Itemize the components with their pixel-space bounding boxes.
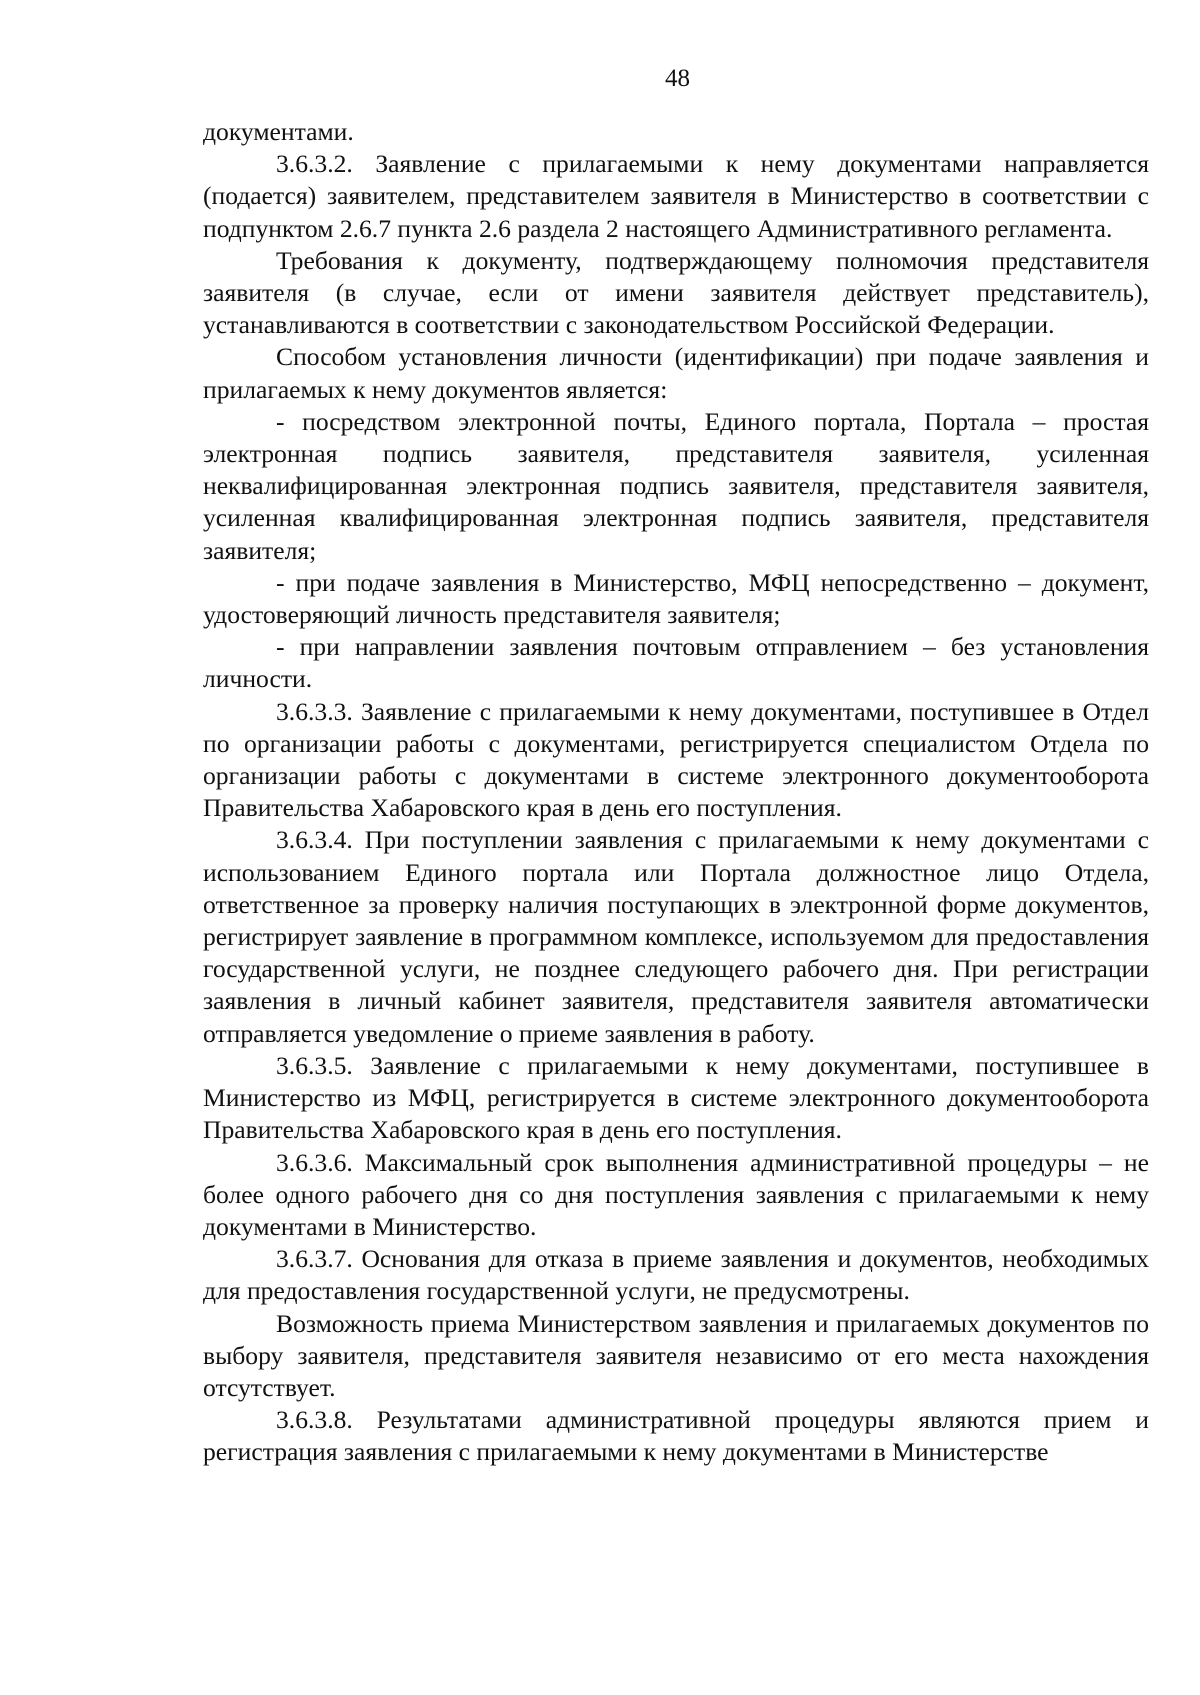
paragraph: Возможность приема Министерством заявления и прилагаемых документов по выбору заявителя, представителя заявителя независимо от его места нахождения отсутствует. bbox=[203, 1308, 1149, 1402]
paragraph: - при подаче заявления в Министерство, МФЦ непосредственно – документ, удостоверяющий личность представителя заявителя; bbox=[203, 567, 1149, 630]
paragraph: 3.6.3.6. Максимальный срок выполнения административной процедуры – не более одного рабочего дня со дня поступления заявления с прилагаемыми к нему документами в Министерство. bbox=[203, 1147, 1149, 1241]
paragraph: 3.6.3.7. Основания для отказа в приеме заявления и документов, необходимых для предоставления государственной услуги, не предусмотрены. bbox=[203, 1244, 1149, 1306]
document-body bbox=[203, 116, 1149, 1469]
paragraph: 3.6.3.2. Заявление с прилагаемыми к нему документами направляется (подается) заявителем, представителем заявителя в Министерство в соответствии с подпунктом 2.6.7 пункта 2.6 раздела 2 настоящего Административного регламента. bbox=[203, 149, 1149, 243]
paragraph: 3.6.3.8. Результатами административной процедуры являются прием и регистрация заявления с прилагаемыми к нему документами в Министерстве bbox=[203, 1405, 1149, 1467]
paragraph: - при направлении заявления почтовым отправлением – без установления личности. bbox=[203, 632, 1149, 694]
paragraph: 3.6.3.3. Заявление с прилагаемыми к нему документами, поступившее в Отдел по организации работы с документами, регистрируется специалистом Отдела по организации работы с документами в системе электронного документооборота Правительства Хабаровского края в день его поступления. bbox=[203, 696, 1149, 823]
paragraph: документами. bbox=[203, 117, 354, 146]
page-number: 48 bbox=[665, 65, 690, 92]
page-number-container bbox=[0, 64, 1200, 94]
paragraph: 3.6.3.5. Заявление с прилагаемыми к нему документами, поступившее в Министерство из МФЦ, регистрируется в системе электронного документооборота Правительства Хабаровского края в день его поступления. bbox=[203, 1050, 1149, 1145]
paragraph: 3.6.3.4. При поступлении заявления с прилагаемыми к нему документами с использованием Единого портала или Портала должностное лицо Отдела, ответственное за проверку наличия поступающих в электронной форме документов, регистрирует заявление в программном комплексе, используемом для предоставления государственной услуги, не позднее следующего рабочего дня. При регистрации заявления в личный кабинет заявителя, представителя заявителя автоматически отправляется уведомление о приеме заявления в работу. bbox=[203, 825, 1149, 1048]
paragraph: Требования к документу, подтверждающему полномочия представителя заявителя (в случае, если от имени заявителя действует представитель), устанавливаются в соответствии с законодательством Российской Федерации. bbox=[203, 245, 1149, 340]
paragraph: - посредством электронной почты, Единого портала, Портала – простая электронная подпись заявителя, представителя заявителя, усиленная неквалифицированная электронная подпись заявителя, представителя заявителя, усиленная квалифицированная электронная подпись заявителя, представителя заявителя; bbox=[203, 406, 1149, 565]
paragraph: Способом установления личности (идентификации) при подаче заявления и прилагаемых к нему документов является: bbox=[203, 342, 1149, 404]
